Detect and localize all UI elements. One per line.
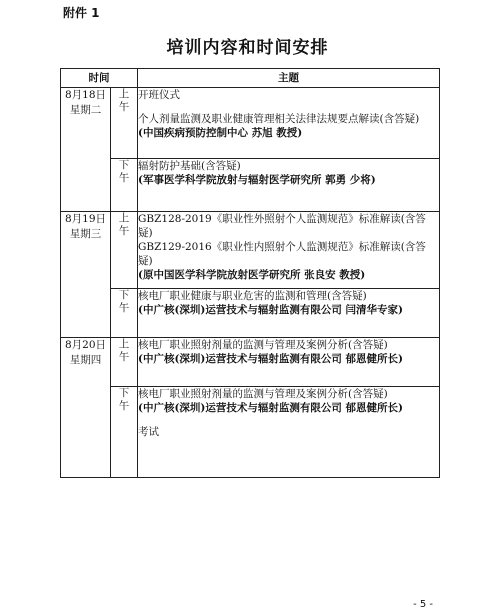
topic-item [138, 112, 439, 140]
morning-cell [111, 88, 138, 159]
attachment-label: 附件 1 [63, 6, 100, 20]
topic-item [138, 289, 439, 317]
table-row [61, 289, 440, 338]
afternoon-cell [111, 159, 138, 212]
table-row [61, 159, 440, 212]
document-title: 培训内容和时间安排 [166, 38, 329, 58]
topic-text: 核电厂职业健康与职业危害的监测和管理(含答疑) [138, 290, 367, 302]
topic-cell [138, 88, 440, 159]
weekday-label: 星期二 [69, 104, 102, 116]
topic-item [138, 387, 439, 415]
afternoon-label: 下 午 [118, 159, 130, 184]
topic-cell [138, 289, 440, 338]
topic-cell [138, 159, 440, 212]
topic-item [138, 159, 439, 187]
topic-text: GBZ128-2019《职业性外照射个人监测规范》标准解读(含答疑) [138, 213, 426, 239]
topic-cell [138, 338, 440, 387]
topic-item [138, 88, 439, 102]
table-row [61, 88, 440, 159]
topic-item [138, 240, 439, 282]
table-row [61, 387, 440, 478]
weekday-label: 星期四 [69, 354, 102, 366]
speaker-text: (中广核(深圳)运营技术与辐射监测有限公司 郁恩健所长) [138, 353, 404, 365]
date-label: 8月19日 [64, 213, 107, 225]
morning-label: 上 午 [118, 88, 130, 113]
date-label: 8月18日 [64, 89, 107, 101]
morning-label: 上 午 [118, 338, 130, 363]
page-number: - 5 - [413, 599, 433, 610]
date-cell [61, 88, 111, 212]
morning-cell [111, 338, 138, 387]
topic-text: GBZ129-2016《职业性内照射个人监测规范》标准解读(含答疑) [138, 241, 426, 267]
topic-cell [138, 212, 440, 289]
topic-item [138, 212, 439, 240]
morning-cell [111, 212, 138, 289]
speaker-text: (中国疾病预防控制中心 苏旭 教授) [138, 127, 303, 139]
weekday-label: 星期三 [69, 228, 102, 240]
speaker-text: (中广核(深圳)运营技术与辐射监测有限公司 郁恩健所长) [138, 402, 404, 414]
speaker-text: (中广核(深圳)运营技术与辐射监测有限公司 闫清华专家) [138, 304, 404, 316]
table-header-row [61, 69, 440, 88]
afternoon-label: 下 午 [118, 289, 130, 314]
topic-cell [138, 387, 440, 478]
topic-text: 考试 [138, 426, 159, 438]
schedule-table [60, 68, 440, 478]
speaker-text: (军事医学科学院放射与辐射医学研究所 郭勇 少将) [138, 174, 376, 186]
header-time: 时间 [61, 69, 138, 88]
table-row [61, 212, 440, 289]
topic-text: 个人剂量监测及职业健康管理相关法律法规要点解读(含答疑) [138, 113, 420, 125]
table-row [61, 338, 440, 387]
afternoon-label: 下 午 [118, 387, 130, 412]
topic-text: 核电厂职业照射剂量的监测与管理及案例分析(含答疑) [138, 388, 388, 400]
date-label: 8月20日 [64, 339, 107, 351]
topic-item [138, 338, 439, 366]
header-topic: 主题 [138, 69, 440, 88]
topic-text: 开班仪式 [138, 89, 180, 101]
topic-text: 辐射防护基础(含答疑) [138, 160, 241, 172]
afternoon-cell [111, 289, 138, 338]
date-cell [61, 338, 111, 478]
date-cell [61, 212, 111, 338]
afternoon-cell [111, 387, 138, 478]
speaker-text: (原中国医学科学院放射医学研究所 张良安 教授) [138, 269, 366, 281]
morning-label: 上 午 [118, 212, 130, 237]
topic-item [138, 425, 439, 439]
topic-text: 核电厂职业照射剂量的监测与管理及案例分析(含答疑) [138, 339, 388, 351]
